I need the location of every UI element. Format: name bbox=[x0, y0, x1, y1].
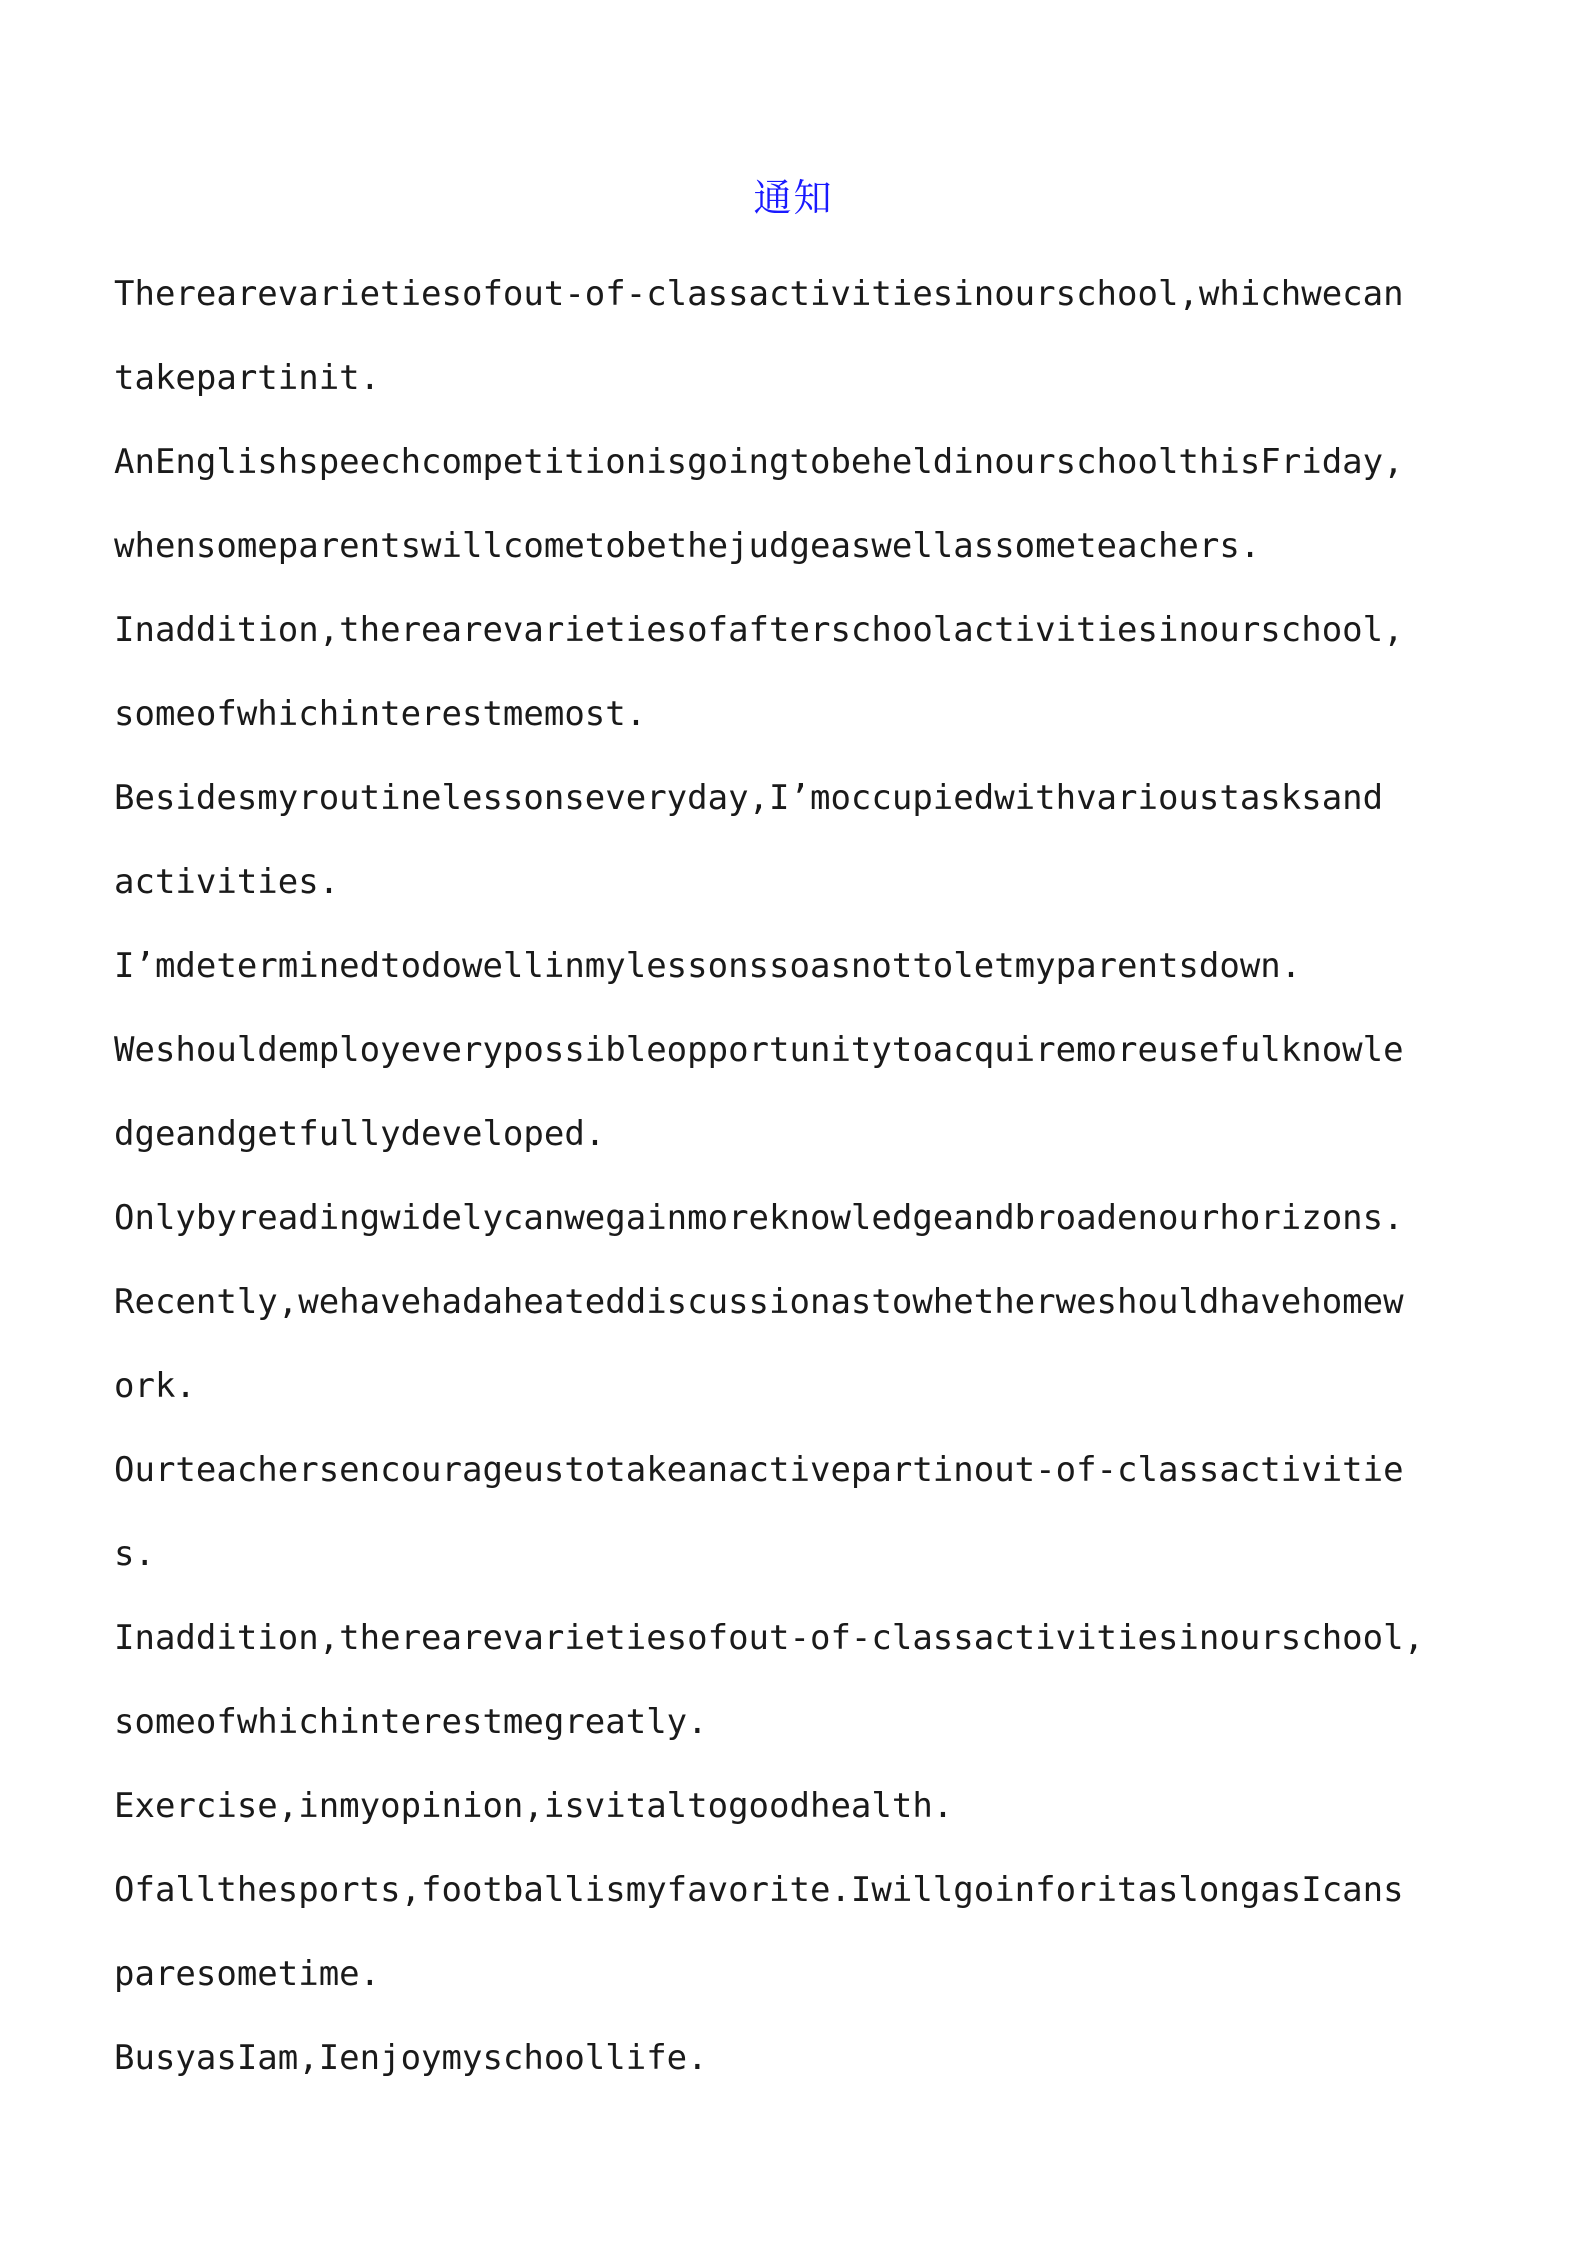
text-line: Inaddition,therearevarietiesofafterschoolactivitiesinourschool, bbox=[114, 610, 1404, 650]
text-line: Inaddition,therearevarietiesofout-of-classactivitiesinourschool, bbox=[114, 1618, 1425, 1658]
text-line: s. bbox=[114, 1534, 155, 1574]
text-line: paresometime. bbox=[114, 1954, 381, 1994]
text-line: BusyasIam,Ienjoymyschoollife. bbox=[114, 2038, 708, 2078]
document-body bbox=[114, 252, 1494, 2100]
document-title: 通知 bbox=[753, 176, 834, 220]
text-line: Therearevarietiesofout-of-classactivitiesinourschool,whichwecan bbox=[114, 274, 1404, 314]
text-line: Weshouldemployeverypossibleopportunitytoacquiremoreusefulknowle bbox=[114, 1030, 1404, 1070]
text-line: Ofallthesports,footballismyfavorite.IwillgoinforitaslongasIcans bbox=[114, 1870, 1404, 1910]
text-line: AnEnglishspeechcompetitionisgoingtobeheldinourschoolthisFriday, bbox=[114, 442, 1404, 482]
text-line: dgeandgetfullydeveloped. bbox=[114, 1114, 606, 1154]
text-line: whensomeparentswillcometobethejudgeaswellassometeachers. bbox=[114, 526, 1261, 566]
text-line: Onlybyreadingwidelycanwegainmoreknowledgeandbroadenourhorizons. bbox=[114, 1198, 1404, 1238]
text-line: someofwhichinterestmemost. bbox=[114, 694, 647, 734]
text-line: activities. bbox=[114, 862, 340, 902]
text-line: Besidesmyroutinelessonseveryday,I’moccupiedwithvarioustasksand bbox=[114, 778, 1384, 818]
text-line: Recently,wehavehadaheateddiscussionastowhetherweshouldhavehomew bbox=[114, 1282, 1404, 1322]
text-line: someofwhichinterestmegreatly. bbox=[114, 1702, 708, 1742]
text-line: I’mdeterminedtodowellinmylessonssoasnottoletmyparentsdown. bbox=[114, 946, 1302, 986]
text-line: Ourteachersencourageustotakeanactivepartinout-of-classactivitie bbox=[114, 1450, 1404, 1490]
text-line: ork. bbox=[114, 1366, 196, 1406]
text-line: Exercise,inmyopinion,isvitaltogoodhealth. bbox=[114, 1786, 954, 1826]
text-line: takepartinit. bbox=[114, 358, 381, 398]
